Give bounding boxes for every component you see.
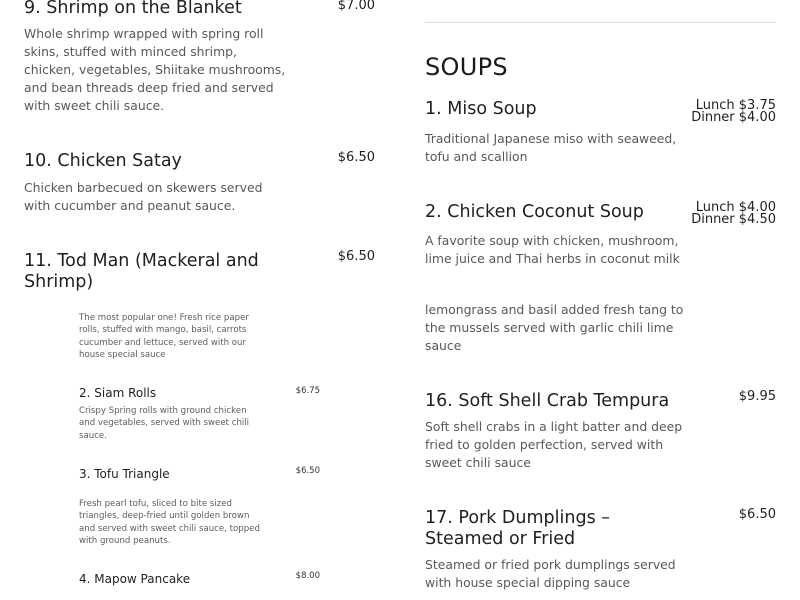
item-10-price: $6.50 [337,150,375,165]
soup-1-price-dinner: Dinner $4.00 [691,110,776,125]
item-11-price: $6.50 [337,249,375,264]
item-10-title: 10. Chicken Satay [24,151,182,171]
sub-item-intro-description: The most popular one! Fresh rice paper rolls, stuffed with mango, basil, carrots cucumber and lettuce, served with our house special sauce [79,313,249,360]
soup-1-description: Traditional Japanese miso with seaweed, tofu and scallion [425,131,677,164]
item-11-title: 11. Tod Man (Mackeral and Shrimp) [24,251,259,292]
soup-2-price-lunch: Lunch $4.00 [695,200,776,215]
sub-item-2-description: Crispy Spring rolls with ground chicken and vegetables, served with sweet chili sauce. [79,406,250,441]
sub-item-2-title: 2. Siam Rolls [79,386,157,400]
item-16-description: Soft shell crabs in a light batter and deep fried to golden perfection, served with sweet chili sauce [425,419,683,470]
item-9-price: $7.00 [337,0,375,13]
soup-2-title: 2. Chicken Coconut Soup [425,202,644,222]
section-divider [425,22,776,23]
section-title-soups: SOUPS [425,53,508,81]
item-17-title: 17. Pork Dumplings – Steamed or Fried [425,508,610,549]
soup-2-description: A favorite soup with chicken, mushroom, lime juice and Thai herbs in coconut milk [425,233,680,266]
mussels-description: lemongrass and basil added fresh tang to the mussels served with garlic chili lime sauce [425,302,684,353]
sub-item-3-price: $6.50 [295,466,320,476]
item-17-price: $6.50 [738,507,776,522]
item-16-title: 16. Soft Shell Crab Tempura [425,391,670,411]
item-9-description: Whole shrimp wrapped with spring roll skins, stuffed with minced shrimp, chicken, vegetables, Shiitake mushrooms, and bean threads deep fried and served with sweet chili sauce. [24,26,286,113]
sub-item-3-description: Fresh pearl tofu, sliced to bite sized triangles, deep-fried until golden brown and served with sweet chili sauce, topped with ground peanuts. [79,499,260,546]
item-10-description: Chicken barbecued on skewers served with cucumber and peanut sauce. [24,180,263,213]
soup-1-title: 1. Miso Soup [425,99,537,119]
sub-item-4-price: $8.00 [295,571,320,581]
sub-item-2-price: $6.75 [295,386,320,396]
sub-item-3-title: 3. Tofu Triangle [79,467,170,481]
item-17-description: Steamed or fried pork dumplings served with house special dipping sauce [425,557,676,590]
item-9-title: 9. Shrimp on the Blanket [24,0,242,18]
soup-2-price-dinner: Dinner $4.50 [691,212,776,227]
item-16-price: $9.95 [738,389,776,404]
soup-1-price-lunch: Lunch $3.75 [695,98,776,113]
sub-item-4-title: 4. Mapow Pancake [79,572,191,586]
